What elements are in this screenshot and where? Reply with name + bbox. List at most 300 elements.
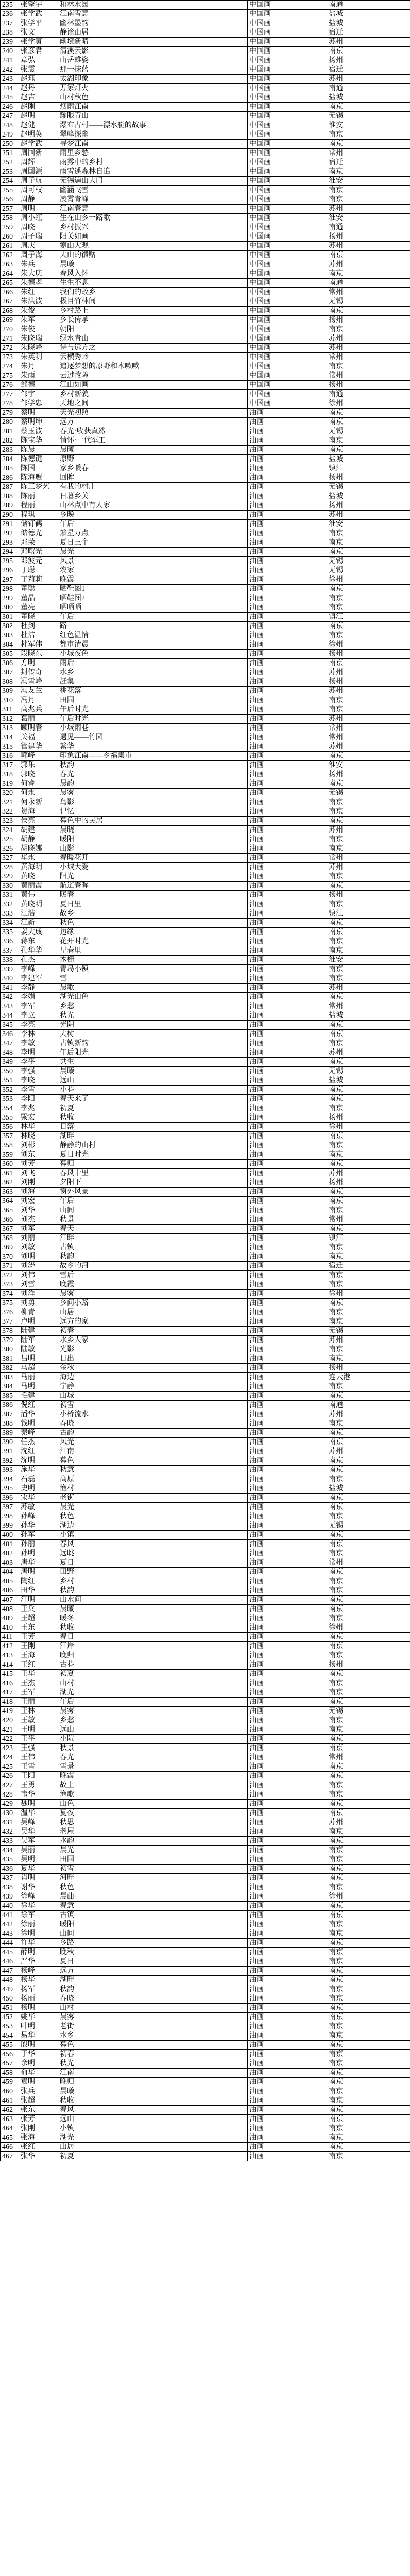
entry-number-cell: 278 (1, 399, 19, 409)
artist-name-cell: 李林 (19, 1030, 58, 1039)
table-row (1, 854, 410, 863)
entry-number-cell: 330 (1, 882, 19, 891)
entry-number-cell: 439 (1, 1892, 19, 1902)
table-row (1, 1586, 410, 1596)
entry-number-cell: 328 (1, 863, 19, 872)
entry-number-cell: 394 (1, 1475, 19, 1484)
table-row (1, 1178, 410, 1188)
artist-name-cell: 李军 (19, 1002, 58, 1011)
category-cell: 油画 (248, 1846, 327, 1855)
artist-name-cell: 李平 (19, 1058, 58, 1067)
category-cell: 油画 (248, 2143, 327, 2152)
table-row (1, 1707, 410, 1716)
entry-number-cell: 406 (1, 1586, 19, 1596)
city-cell: 南京 (327, 1086, 410, 1095)
entry-number-cell: 351 (1, 1076, 19, 1086)
artist-name-cell: 周庆 (19, 242, 58, 251)
entry-number-cell: 287 (1, 483, 19, 492)
category-cell: 油画 (248, 1809, 327, 1818)
entry-number-cell: 238 (1, 28, 19, 38)
table-row (1, 2096, 410, 2106)
table-row (1, 2050, 410, 2059)
artist-name-cell: 卢明 (19, 1317, 58, 1327)
category-cell: 油画 (248, 1058, 327, 1067)
artist-name-cell: 吴峰 (19, 1818, 58, 1827)
artist-name-cell: 李建军 (19, 974, 58, 984)
category-cell: 油画 (248, 1605, 327, 1614)
table-row (1, 1373, 410, 1382)
entry-number-cell: 273 (1, 353, 19, 362)
artwork-title-cell: 小城大爱 (58, 863, 248, 872)
category-cell: 油画 (248, 1892, 327, 1902)
entry-number-cell: 245 (1, 93, 19, 103)
table-row (1, 483, 410, 492)
category-cell: 油画 (248, 1725, 327, 1735)
artist-name-cell: 郭晓 (19, 770, 58, 779)
category-cell: 油画 (248, 1688, 327, 1698)
artwork-title-cell: 风景 (58, 557, 248, 566)
entry-number-cell: 349 (1, 1058, 19, 1067)
city-cell: 南京 (327, 130, 410, 140)
artwork-title-cell: 故乡 (58, 909, 248, 919)
entry-number-cell: 329 (1, 872, 19, 882)
city-cell: 南京 (327, 167, 410, 177)
category-cell: 油画 (248, 650, 327, 659)
artist-name-cell: 周可权 (19, 186, 58, 195)
city-cell: 盐城 (327, 93, 410, 103)
artwork-title-cell: 远眺 (58, 1549, 248, 1558)
table-row (1, 316, 410, 325)
artwork-title-cell: 晨曦 (58, 446, 248, 455)
entry-number-cell: 362 (1, 1178, 19, 1188)
artist-name-cell: 潘华 (19, 1410, 58, 1419)
table-row (1, 1419, 410, 1429)
city-cell: 南京 (327, 928, 410, 937)
artist-name-cell: 林晓 (19, 1132, 58, 1141)
table-row (1, 214, 410, 223)
city-cell: 南京 (327, 1540, 410, 1549)
entry-number-cell: 252 (1, 158, 19, 167)
artwork-title-cell: 路 (58, 622, 248, 631)
city-cell: 南京 (327, 1503, 410, 1512)
table-row (1, 158, 410, 167)
artwork-title-cell: 初春 (58, 2050, 248, 2059)
city-cell: 常州 (327, 724, 410, 733)
table-row (1, 1911, 410, 1920)
artwork-title-cell: 光阴 (58, 1021, 248, 1030)
city-cell: 南京 (327, 1392, 410, 1401)
artwork-title-cell: 农家 (58, 566, 248, 575)
city-cell: 常州 (327, 1002, 410, 1011)
artist-name-cell: 王伟 (19, 1753, 58, 1762)
artist-name-cell: 朱月 (19, 362, 58, 371)
artwork-title-cell: 春风 (58, 2106, 248, 2115)
table-row (1, 167, 410, 177)
artwork-title-cell: 暖阳 (58, 835, 248, 844)
entry-number-cell: 288 (1, 492, 19, 501)
artist-name-cell: 黄伟 (19, 891, 58, 900)
artwork-title-cell: 夏日 (58, 1957, 248, 1967)
artwork-title-cell: 江岸 (58, 1642, 248, 1651)
artwork-title-cell: 耀眼青山 (58, 112, 248, 121)
category-cell: 油画 (248, 1299, 327, 1308)
category-cell: 油画 (248, 1698, 327, 1707)
artist-name-cell: 邓荣 (19, 538, 58, 548)
entry-number-cell: 365 (1, 1206, 19, 1215)
entry-number-cell: 453 (1, 2022, 19, 2031)
table-row (1, 501, 410, 511)
category-cell: 油画 (248, 1197, 327, 1206)
city-cell: 南京 (327, 1160, 410, 1169)
artist-name-cell: 周子航 (19, 177, 58, 186)
artwork-title-cell: 湖光山色 (58, 993, 248, 1002)
artwork-title-cell: 繁华 (58, 742, 248, 752)
artist-name-cell: 周静 (19, 195, 58, 205)
artwork-title-cell: 海边 (58, 1373, 248, 1382)
city-cell: 南京 (327, 1948, 410, 1957)
entry-number-cell: 324 (1, 826, 19, 835)
city-cell: 南京 (327, 993, 410, 1002)
table-row (1, 1123, 410, 1132)
entry-number-cell: 382 (1, 1364, 19, 1373)
city-cell: 南京 (327, 1874, 410, 1883)
artwork-title-cell: 秋收 (58, 1113, 248, 1123)
city-cell: 南京 (327, 307, 410, 316)
table-row (1, 2124, 410, 2133)
artwork-title-cell: 暮色中的民居 (58, 817, 248, 826)
table-row (1, 882, 410, 891)
artwork-title-cell: 远山 (58, 1725, 248, 1735)
entry-number-cell: 402 (1, 1549, 19, 1558)
category-cell: 油画 (248, 1837, 327, 1846)
city-cell: 南京 (327, 1308, 410, 1317)
city-cell: 南京 (327, 1058, 410, 1067)
artist-name-cell: 李敏 (19, 1039, 58, 1048)
category-cell: 油画 (248, 2050, 327, 2059)
table-row (1, 427, 410, 436)
table-row (1, 177, 410, 186)
artwork-title-cell: 晒晒晒 (58, 603, 248, 613)
table-row (1, 557, 410, 566)
entry-number-cell: 274 (1, 362, 19, 371)
table-row (1, 984, 410, 993)
city-cell: 扬州 (327, 677, 410, 687)
entry-number-cell: 272 (1, 344, 19, 353)
category-cell: 油画 (248, 1308, 327, 1317)
category-cell: 油画 (248, 1150, 327, 1160)
artist-name-cell: 张刚 (19, 2124, 58, 2133)
city-cell: 盐城 (327, 1484, 410, 1494)
artwork-title-cell: 午后 (58, 613, 248, 622)
entry-number-cell: 352 (1, 1086, 19, 1095)
artwork-title-cell: 晨雾 (58, 2013, 248, 2022)
artist-name-cell: 柳青 (19, 1308, 58, 1317)
entry-number-cell: 266 (1, 288, 19, 297)
table-row (1, 371, 410, 381)
artist-name-cell: 王丽 (19, 1698, 58, 1707)
category-cell: 油画 (248, 854, 327, 863)
category-cell: 中国画 (248, 47, 327, 56)
table-row (1, 566, 410, 575)
table-row (1, 1021, 410, 1030)
category-cell: 中国画 (248, 353, 327, 362)
category-cell: 油画 (248, 677, 327, 687)
category-cell: 油画 (248, 1781, 327, 1790)
entry-number-cell: 270 (1, 325, 19, 334)
category-cell: 油画 (248, 1920, 327, 1929)
table-row (1, 789, 410, 798)
table-row (1, 1855, 410, 1865)
entry-number-cell: 395 (1, 1484, 19, 1494)
artist-name-cell: 韦华 (19, 1790, 58, 1800)
city-cell: 南京 (327, 1132, 410, 1141)
category-cell: 油画 (248, 1521, 327, 1531)
table-row (1, 47, 410, 56)
table-row (1, 1633, 410, 1642)
city-cell: 南京 (327, 798, 410, 807)
table-row (1, 742, 410, 752)
category-cell: 油画 (248, 2013, 327, 2022)
artist-name-cell: 李兆 (19, 1104, 58, 1113)
table-row (1, 1466, 410, 1475)
artist-name-cell: 施华 (19, 1466, 58, 1475)
category-cell: 油画 (248, 1558, 327, 1568)
table-row (1, 1030, 410, 1039)
artist-name-cell: 孙明 (19, 1549, 58, 1558)
category-cell: 中国画 (248, 84, 327, 93)
entry-number-cell: 296 (1, 566, 19, 575)
city-cell: 扬州 (327, 501, 410, 511)
table-row (1, 1976, 410, 1985)
artwork-title-cell: 凌霄青峰 (58, 195, 248, 205)
entry-number-cell: 260 (1, 232, 19, 242)
artwork-title-cell: 山村秋色 (58, 93, 248, 103)
entry-number-cell: 466 (1, 2143, 19, 2152)
entry-number-cell: 292 (1, 529, 19, 538)
city-cell: 南京 (327, 1744, 410, 1753)
artist-name-cell: 吴军 (19, 1837, 58, 1846)
artwork-title-cell: 夏夜 (58, 1809, 248, 1818)
city-cell: 南京 (327, 1150, 410, 1160)
artist-name-cell: 李娟 (19, 993, 58, 1002)
entry-number-cell: 271 (1, 334, 19, 344)
category-cell: 油画 (248, 2078, 327, 2087)
city-cell: 南京 (327, 1670, 410, 1679)
city-cell: 扬州 (327, 316, 410, 325)
table-row (1, 307, 410, 316)
city-cell: 南京 (327, 1605, 410, 1614)
artist-name-cell: 孙峰 (19, 1512, 58, 1521)
entry-number-cell: 331 (1, 891, 19, 900)
city-cell: 无锡 (327, 1521, 410, 1531)
table-row (1, 1957, 410, 1967)
artist-name-cell: 史明 (19, 1484, 58, 1494)
artist-name-cell: 周国源 (19, 167, 58, 177)
category-cell: 中国画 (248, 269, 327, 279)
city-cell: 南京 (327, 1725, 410, 1735)
artist-name-cell: 蔡明 (19, 409, 58, 418)
artwork-title-cell: 秋收 (58, 2096, 248, 2106)
city-cell: 南京 (327, 1577, 410, 1586)
table-row (1, 334, 410, 344)
table-row (1, 538, 410, 548)
city-cell: 南京 (327, 1317, 410, 1327)
entry-number-cell: 261 (1, 242, 19, 251)
entry-number-cell: 386 (1, 1401, 19, 1410)
artwork-title-cell: 乡路 (58, 1939, 248, 1948)
artwork-title-cell: 夕阳下 (58, 1178, 248, 1188)
entry-number-cell: 236 (1, 10, 19, 19)
entry-number-cell: 357 (1, 1132, 19, 1141)
city-cell: 盐城 (327, 492, 410, 501)
city-cell: 南京 (327, 882, 410, 891)
table-row (1, 473, 410, 483)
artist-name-cell: 张擎宇 (19, 1, 58, 10)
artwork-title-cell: 春风 (58, 1540, 248, 1549)
entry-number-cell: 353 (1, 1095, 19, 1104)
city-cell: 常州 (327, 149, 410, 158)
city-cell: 南京 (327, 1781, 410, 1790)
entry-number-cell: 383 (1, 1373, 19, 1382)
city-cell: 南京 (327, 1865, 410, 1874)
city-cell: 南京 (327, 251, 410, 260)
city-cell: 南京 (327, 1698, 410, 1707)
artist-name-cell: 储钉鹤 (19, 520, 58, 529)
city-cell: 南京 (327, 1633, 410, 1642)
category-cell: 油画 (248, 1957, 327, 1967)
city-cell: 南京 (327, 1855, 410, 1865)
category-cell: 中国画 (248, 93, 327, 103)
artist-name-cell: 李雪 (19, 1086, 58, 1095)
category-cell: 油画 (248, 2124, 327, 2133)
artist-name-cell: 宋华 (19, 1494, 58, 1503)
city-cell: 南京 (327, 2041, 410, 2050)
entry-number-cell: 323 (1, 817, 19, 826)
table-row (1, 1596, 410, 1605)
table-row (1, 1967, 410, 1976)
category-cell: 油画 (248, 1271, 327, 1280)
city-cell: 南京 (327, 919, 410, 928)
entry-number-cell: 310 (1, 696, 19, 705)
artist-name-cell: 张学寅 (19, 38, 58, 47)
artwork-title-cell: 早春里 (58, 946, 248, 956)
artist-name-cell: 刘杰 (19, 1215, 58, 1225)
table-row (1, 603, 410, 613)
city-cell: 宿迁 (327, 1262, 410, 1271)
artist-name-cell: 程丽 (19, 501, 58, 511)
category-cell: 油画 (248, 1707, 327, 1716)
category-cell: 油画 (248, 863, 327, 872)
table-row (1, 242, 410, 251)
category-cell: 油画 (248, 446, 327, 455)
artwork-title-cell: 午后 (58, 520, 248, 529)
table-row (1, 891, 410, 900)
artwork-title-cell: 大树 (58, 1030, 248, 1039)
artwork-title-cell: 晒鞋图1 (58, 585, 248, 594)
artwork-title-cell: 晚霞 (58, 1280, 248, 1290)
entry-number-cell: 337 (1, 946, 19, 956)
city-cell: 常州 (327, 371, 410, 381)
category-cell: 油画 (248, 1883, 327, 1892)
entry-number-cell: 411 (1, 1633, 19, 1642)
artwork-title-cell: 初夏 (58, 1670, 248, 1679)
city-cell: 南京 (327, 1614, 410, 1623)
artist-name-cell: 邓波元 (19, 557, 58, 566)
city-cell: 盐城 (327, 10, 410, 19)
city-cell: 南京 (327, 705, 410, 715)
city-cell: 南京 (327, 1345, 410, 1354)
artist-name-cell: 陈三梦艺 (19, 483, 58, 492)
artwork-title-cell: 乡间小路 (58, 1299, 248, 1308)
artwork-title-cell: 午后时光 (58, 715, 248, 724)
artwork-title-cell: 渔歌 (58, 1790, 248, 1800)
artist-name-cell: 孙丽 (19, 1540, 58, 1549)
table-row (1, 455, 410, 464)
city-cell: 南京 (327, 1688, 410, 1698)
artwork-title-cell: 光影 (58, 1345, 248, 1354)
artwork-title-cell: 秋韵 (58, 1252, 248, 1262)
category-cell: 中国画 (248, 167, 327, 177)
entry-number-cell: 385 (1, 1392, 19, 1401)
artist-name-cell: 王平 (19, 1735, 58, 1744)
category-cell: 油画 (248, 919, 327, 928)
entry-number-cell: 350 (1, 1067, 19, 1076)
entry-number-cell: 336 (1, 937, 19, 946)
city-cell: 南京 (327, 269, 410, 279)
artwork-title-cell: 春光 (58, 1753, 248, 1762)
entry-number-cell: 441 (1, 1911, 19, 1920)
artwork-title-cell: 晨曲 (58, 1892, 248, 1902)
category-cell: 油画 (248, 427, 327, 436)
artwork-title-cell: 秋光 (58, 2059, 248, 2069)
city-cell: 南京 (327, 2078, 410, 2087)
artwork-title-cell: 记忆 (58, 807, 248, 817)
artwork-title-cell: 暮色 (58, 2041, 248, 2050)
city-cell: 扬州 (327, 891, 410, 900)
artwork-title-cell: 暖春 (58, 891, 248, 900)
city-cell: 南京 (327, 1790, 410, 1800)
category-cell: 油画 (248, 1178, 327, 1188)
entry-number-cell: 461 (1, 2096, 19, 2106)
city-cell: 南京 (327, 1596, 410, 1605)
artist-name-cell: 殷明 (19, 2041, 58, 2050)
city-cell: 南京 (327, 1141, 410, 1150)
city-cell: 宿迁 (327, 158, 410, 167)
city-cell: 南京 (327, 1762, 410, 1772)
city-cell: 淮安 (327, 214, 410, 223)
artist-name-cell: 何睿 (19, 779, 58, 789)
category-cell: 油画 (248, 956, 327, 965)
city-cell: 南京 (327, 2143, 410, 2152)
entry-number-cell: 307 (1, 668, 19, 677)
city-cell: 南通 (327, 279, 410, 288)
artist-name-cell: 王刚 (19, 1642, 58, 1651)
city-cell: 南京 (327, 807, 410, 817)
artwork-title-cell: 大山的馈赠 (58, 251, 248, 260)
city-cell: 南京 (327, 622, 410, 631)
category-cell: 油画 (248, 483, 327, 492)
table-row (1, 668, 410, 677)
table-row (1, 752, 410, 761)
table-row (1, 687, 410, 696)
entry-number-cell: 348 (1, 1048, 19, 1058)
city-cell: 苏州 (327, 75, 410, 84)
table-row (1, 798, 410, 807)
entry-number-cell: 459 (1, 2078, 19, 2087)
category-cell: 油画 (248, 1132, 327, 1141)
artwork-title-cell: 绿水青山 (58, 334, 248, 344)
category-cell: 油画 (248, 1141, 327, 1150)
